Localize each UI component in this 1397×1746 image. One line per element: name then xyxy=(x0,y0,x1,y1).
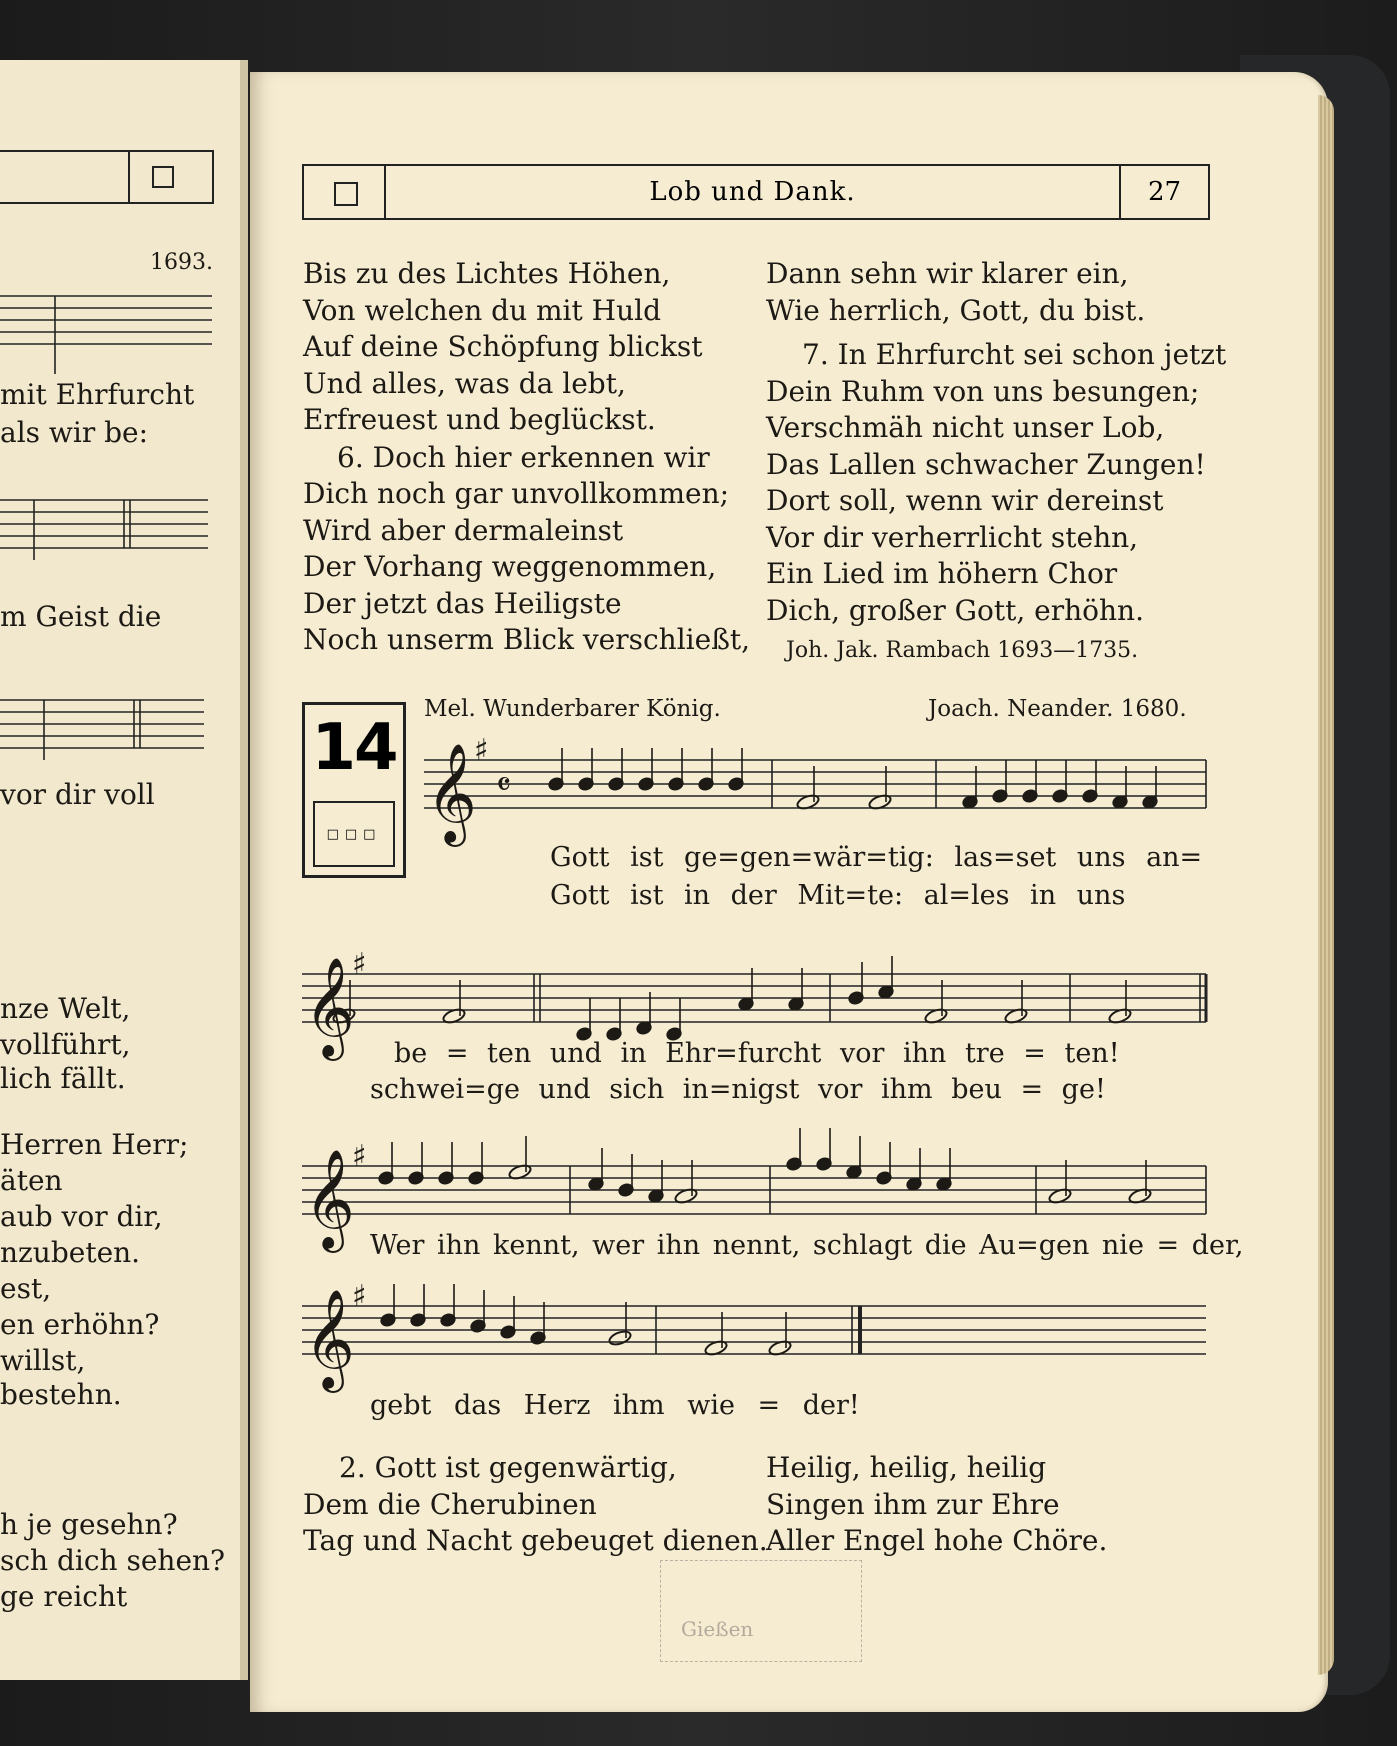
poem-line: Wie herrlich, Gott, du bist. xyxy=(766,293,1146,327)
verse-line: 2. Gott ist gegenwärtig, xyxy=(339,1451,677,1484)
note-head xyxy=(608,1329,632,1347)
verse-line: Aller Engel hohe Chöre. xyxy=(766,1524,1108,1557)
composer-label: Joach. Neander. 1680. xyxy=(928,696,1187,722)
poem-line: Dich noch gar unvollkommen; xyxy=(303,477,730,510)
staff-3 xyxy=(302,1166,1206,1214)
poem-line: Dich, großer Gott, erhöhn. xyxy=(766,593,1144,627)
left-fragment: vollführt, xyxy=(0,1028,131,1061)
lyrics-line: gebt das Herz ihm wie = der! xyxy=(370,1390,860,1421)
poem-author: Joh. Jak. Rambach 1693—1735. xyxy=(786,638,1139,663)
stamp-text: Gießen xyxy=(681,1617,754,1641)
staff-4 xyxy=(302,1306,1206,1354)
lyrics-line: Gott ist ge=gen=wär=tig: las=set uns an= xyxy=(550,842,1203,873)
poem-line: Der Vorhang weggenommen, xyxy=(303,550,717,583)
poem-line: 7. In Ehrfurcht sei schon jetzt xyxy=(802,338,1227,371)
melody-label: Mel. Wunderbarer König. xyxy=(424,696,721,722)
poem-line: Auf deine Schöpfung blickst xyxy=(303,330,703,363)
page-title: Lob und Dank. xyxy=(649,177,856,207)
left-fragment: en erhöhn? xyxy=(0,1308,160,1341)
left-fragment: m Geist die xyxy=(0,600,162,633)
poem-line: Dort soll, wenn wir dereinst xyxy=(766,484,1164,517)
library-stamp xyxy=(660,1560,862,1662)
verse-line: Dem die Cherubinen xyxy=(303,1487,597,1521)
verse-line: Singen ihm zur Ehre xyxy=(766,1487,1060,1521)
treble-clef: 𝄞 xyxy=(304,957,355,1057)
treble-clef: 𝄞 xyxy=(426,743,477,843)
poem-line: Verschmäh nicht unser Lob, xyxy=(766,411,1165,444)
left-fragment: Herren Herr; xyxy=(0,1128,189,1161)
treble-clef: 𝄞 xyxy=(304,1149,355,1249)
poem-line: Und alles, was da lebt, xyxy=(303,366,626,400)
page-number: 27 xyxy=(1147,177,1182,207)
left-fragment: lich fällt. xyxy=(0,1062,126,1095)
poem-line: Dann sehn wir klarer ein, xyxy=(766,257,1129,290)
poem-line: Der jetzt das Heiligste xyxy=(303,586,622,620)
left-fragment: nzubeten. xyxy=(0,1236,141,1269)
poem-line: Noch unserm Blick verschließt, xyxy=(303,623,751,656)
left-fragment: vor dir voll xyxy=(0,778,155,811)
left-fragment: aub vor dir, xyxy=(0,1200,163,1233)
left-fragment: est, xyxy=(0,1272,52,1305)
sharp-sign: ♯ xyxy=(474,733,489,768)
lyrics-line: be = ten und in Ehr=furcht vor ihn tre = ten! xyxy=(394,1038,1120,1069)
lyrics-line: Wer ihn kennt, wer ihn nennt, schlagt die Au=gen nie = der, xyxy=(370,1230,1244,1261)
poem-line: Erfreuest und beglückst. xyxy=(303,403,656,436)
left-fragment: nze Welt, xyxy=(0,992,131,1025)
left-fragment: h je gesehn? xyxy=(0,1508,178,1541)
left-fragment: sch dich sehen? xyxy=(0,1544,226,1577)
poem-line: Ein Lied im höhern Chor xyxy=(766,557,1118,590)
hymn-number: 14 xyxy=(311,711,397,785)
left-year: 1693. xyxy=(150,250,213,275)
lyrics-line: schwei=ge und sich in=nigst vor ihm beu = ge! xyxy=(370,1074,1106,1105)
sharp-sign: ♯ xyxy=(352,1279,367,1314)
left-fragment: willst, xyxy=(0,1344,86,1377)
poem-line: Bis zu des Lichtes Höhen, xyxy=(303,257,671,290)
sharp-sign: ♯ xyxy=(352,1139,367,1174)
treble-clef: 𝄞 xyxy=(304,1289,355,1389)
verse-line: Heilig, heilig, heilig xyxy=(766,1451,1047,1484)
sharp-sign: ♯ xyxy=(352,947,367,982)
poem-line: Dein Ruhm von uns besungen; xyxy=(766,374,1200,408)
lyrics-line: Gott ist in der Mit=te: al=les in uns xyxy=(550,880,1126,911)
verse-line: Tag und Nacht gebeuget dienen. xyxy=(303,1524,768,1557)
hymn-number-inner-frame: □□□ xyxy=(313,801,395,867)
verse2-left-column xyxy=(303,1450,768,1560)
poem-line: Vor dir verherrlicht stehn, xyxy=(766,520,1139,554)
left-fragment: bestehn. xyxy=(0,1378,122,1411)
poem-line: Das Lallen schwacher Zungen! xyxy=(766,447,1206,481)
poem-line: Wird aber dermaleinst xyxy=(303,513,624,547)
left-fragment: mit Ehrfurcht xyxy=(0,378,195,411)
left-fragment: als wir be: xyxy=(0,416,149,449)
poem-line: 6. Doch hier erkennen wir xyxy=(337,440,710,474)
poem-line: Von welchen du mit Huld xyxy=(303,293,661,327)
left-fragment: ge reicht xyxy=(0,1580,128,1613)
left-fragment: äten xyxy=(0,1164,63,1197)
common-time-sign: 𝄴 xyxy=(496,765,512,805)
staff-2 xyxy=(302,974,1206,1022)
verse2-right-column xyxy=(766,1450,1107,1560)
